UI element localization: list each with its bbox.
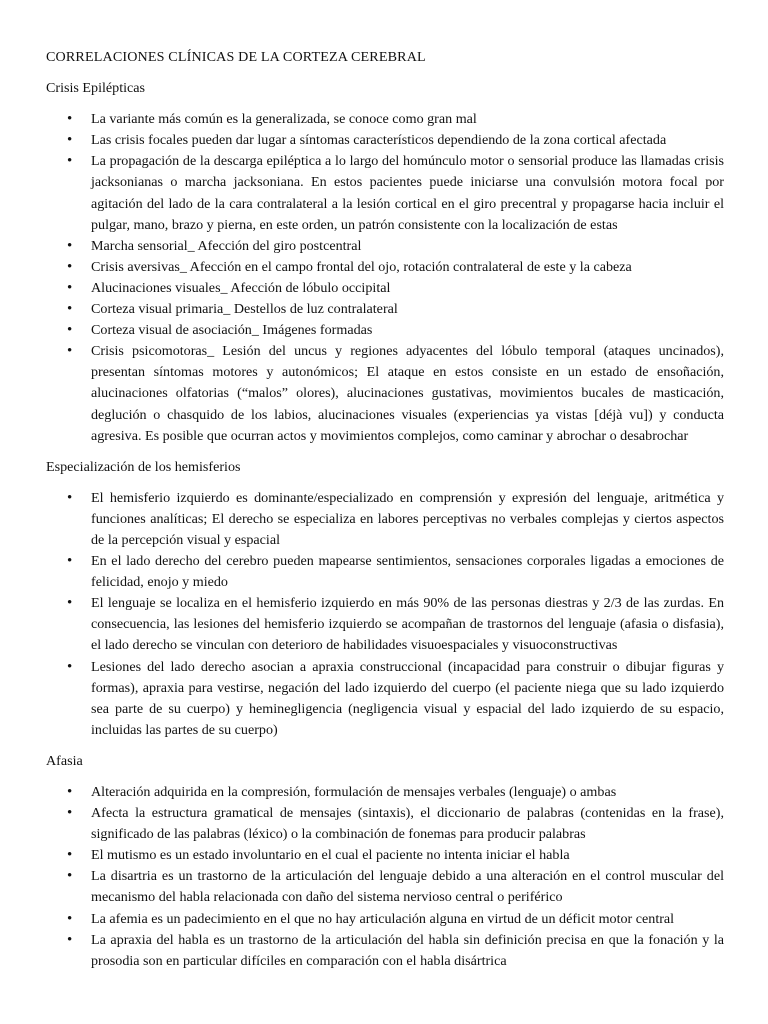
section-heading-crisis-epilepticas: Crisis Epilépticas [46,80,146,97]
document-page [46,47,724,982]
afasia-list [46,782,724,972]
list-item: • La variante más común es la generalizada, se conoce como gran mal [46,109,724,130]
list-item: • El lenguaje se localiza en el hemisferio izquierdo en más 90% de las personas diestras y 2/3 de las zurdas. En consecuencia, las lesiones del hemisferio izquierdo se acompañan de trastornos del lenguaje (afasia o disfasia), el lado derecho se vinculan con deterioro de habilidades visuoespaciales y visuoconstructivas [46,593,724,656]
list-item: • Alucinaciones visuales_ Afección de lóbulo occipital [46,278,724,299]
list-item: • Marcha sensorial_ Afección del giro postcentral [46,236,724,257]
crisis-epilepticas-list [46,109,724,447]
list-item: • Crisis psicomotoras_ Lesión del uncus y regiones adyacentes del lóbulo temporal (ataques uncinados), presentan síntomas motores y autonómicos; El ataque en estos consiste en un estado de ensoñación, alucinaciones olfatorias (“malos” olores), alucinaciones gustativas, movimientos bucales de masticación, deglución o chasquido de los labios, alucinaciones visuales (experiencias ya vistas [déjà vu]) y conducta agresiva. Es posible que ocurran actos y movimientos complejos, como caminar y abrochar o desabrochar [46,341,724,446]
list-item: • Crisis aversivas_ Afección en el campo frontal del ojo, rotación contralateral de este y la cabeza [46,257,724,278]
list-item: • Corteza visual de asociación_ Imágenes formadas [46,320,724,341]
list-item: • El hemisferio izquierdo es dominante/especializado en comprensión y expresión del lenguaje, aritmética y funciones analíticas; El derecho se especializa en labores perceptivas no verbales complejas y ciertos aspectos de la percepción visual y espacial [46,488,724,551]
list-item: • En el lado derecho del cerebro pueden mapearse sentimientos, sensaciones corporales ligadas a emociones de felicidad, enojo y miedo [46,551,724,593]
section-heading-especializacion-hemisferios: Especialización de los hemisferios [46,458,241,475]
section-heading-afasia: Afasia [46,752,83,769]
list-item: • Las crisis focales pueden dar lugar a síntomas característicos dependiendo de la zona cortical afectada [46,130,724,151]
list-item: • La disartria es un trastorno de la articulación del lenguaje debido a una alteración en el control muscular del mecanismo del habla relacionada con daño del sistema nervioso central o periférico [46,866,724,908]
list-item: • La propagación de la descarga epiléptica a lo largo del homúnculo motor o sensorial produce las llamadas crisis jacksonianas o marcha jacksoniana. En estos pacientes puede iniciarse una convulsión motora focal por agitación del lado de la cara contralateral a la lesión cortical en el giro precentral y propagarse hacia incluir el pulgar, mano, brazo y pierna, en este orden, un patrón consistente con la localización de estas [46,151,724,235]
especializacion-hemisferios-list [46,488,724,741]
list-item: • La apraxia del habla es un trastorno de la articulación del habla sin definición precisa en que la fonación y la prosodia son en particular difíciles en comparación con el habla disártrica [46,930,724,972]
list-item: • La afemia es un padecimiento en el que no hay articulación alguna en virtud de un déficit motor central [46,909,724,930]
list-item: • Corteza visual primaria_ Destellos de luz contralateral [46,299,724,320]
document-title: CORRELACIONES CLÍNICAS DE LA CORTEZA CEREBRAL [46,49,426,65]
list-item: • Alteración adquirida en la compresión, formulación de mensajes verbales (lenguaje) o ambas [46,782,724,803]
list-item: • El mutismo es un estado involuntario en el cual el paciente no intenta iniciar el habla [46,845,724,866]
list-item: • Lesiones del lado derecho asocian a apraxia construccional (incapacidad para construir o dibujar figuras y formas), apraxia para vestirse, negación del lado izquierdo del cuerpo (el paciente niega que su lado izquierdo sea parte de su cuerpo) y heminegligencia (negligencia visual y espacial del lado izquierdo de su espacio, incluidas las partes de su cuerpo) [46,657,724,741]
list-item: • Afecta la estructura gramatical de mensajes (sintaxis), el diccionario de palabras (contenidas en la frase), significado de las palabras (léxico) o la combinación de fonemas para producir palabras [46,803,724,845]
